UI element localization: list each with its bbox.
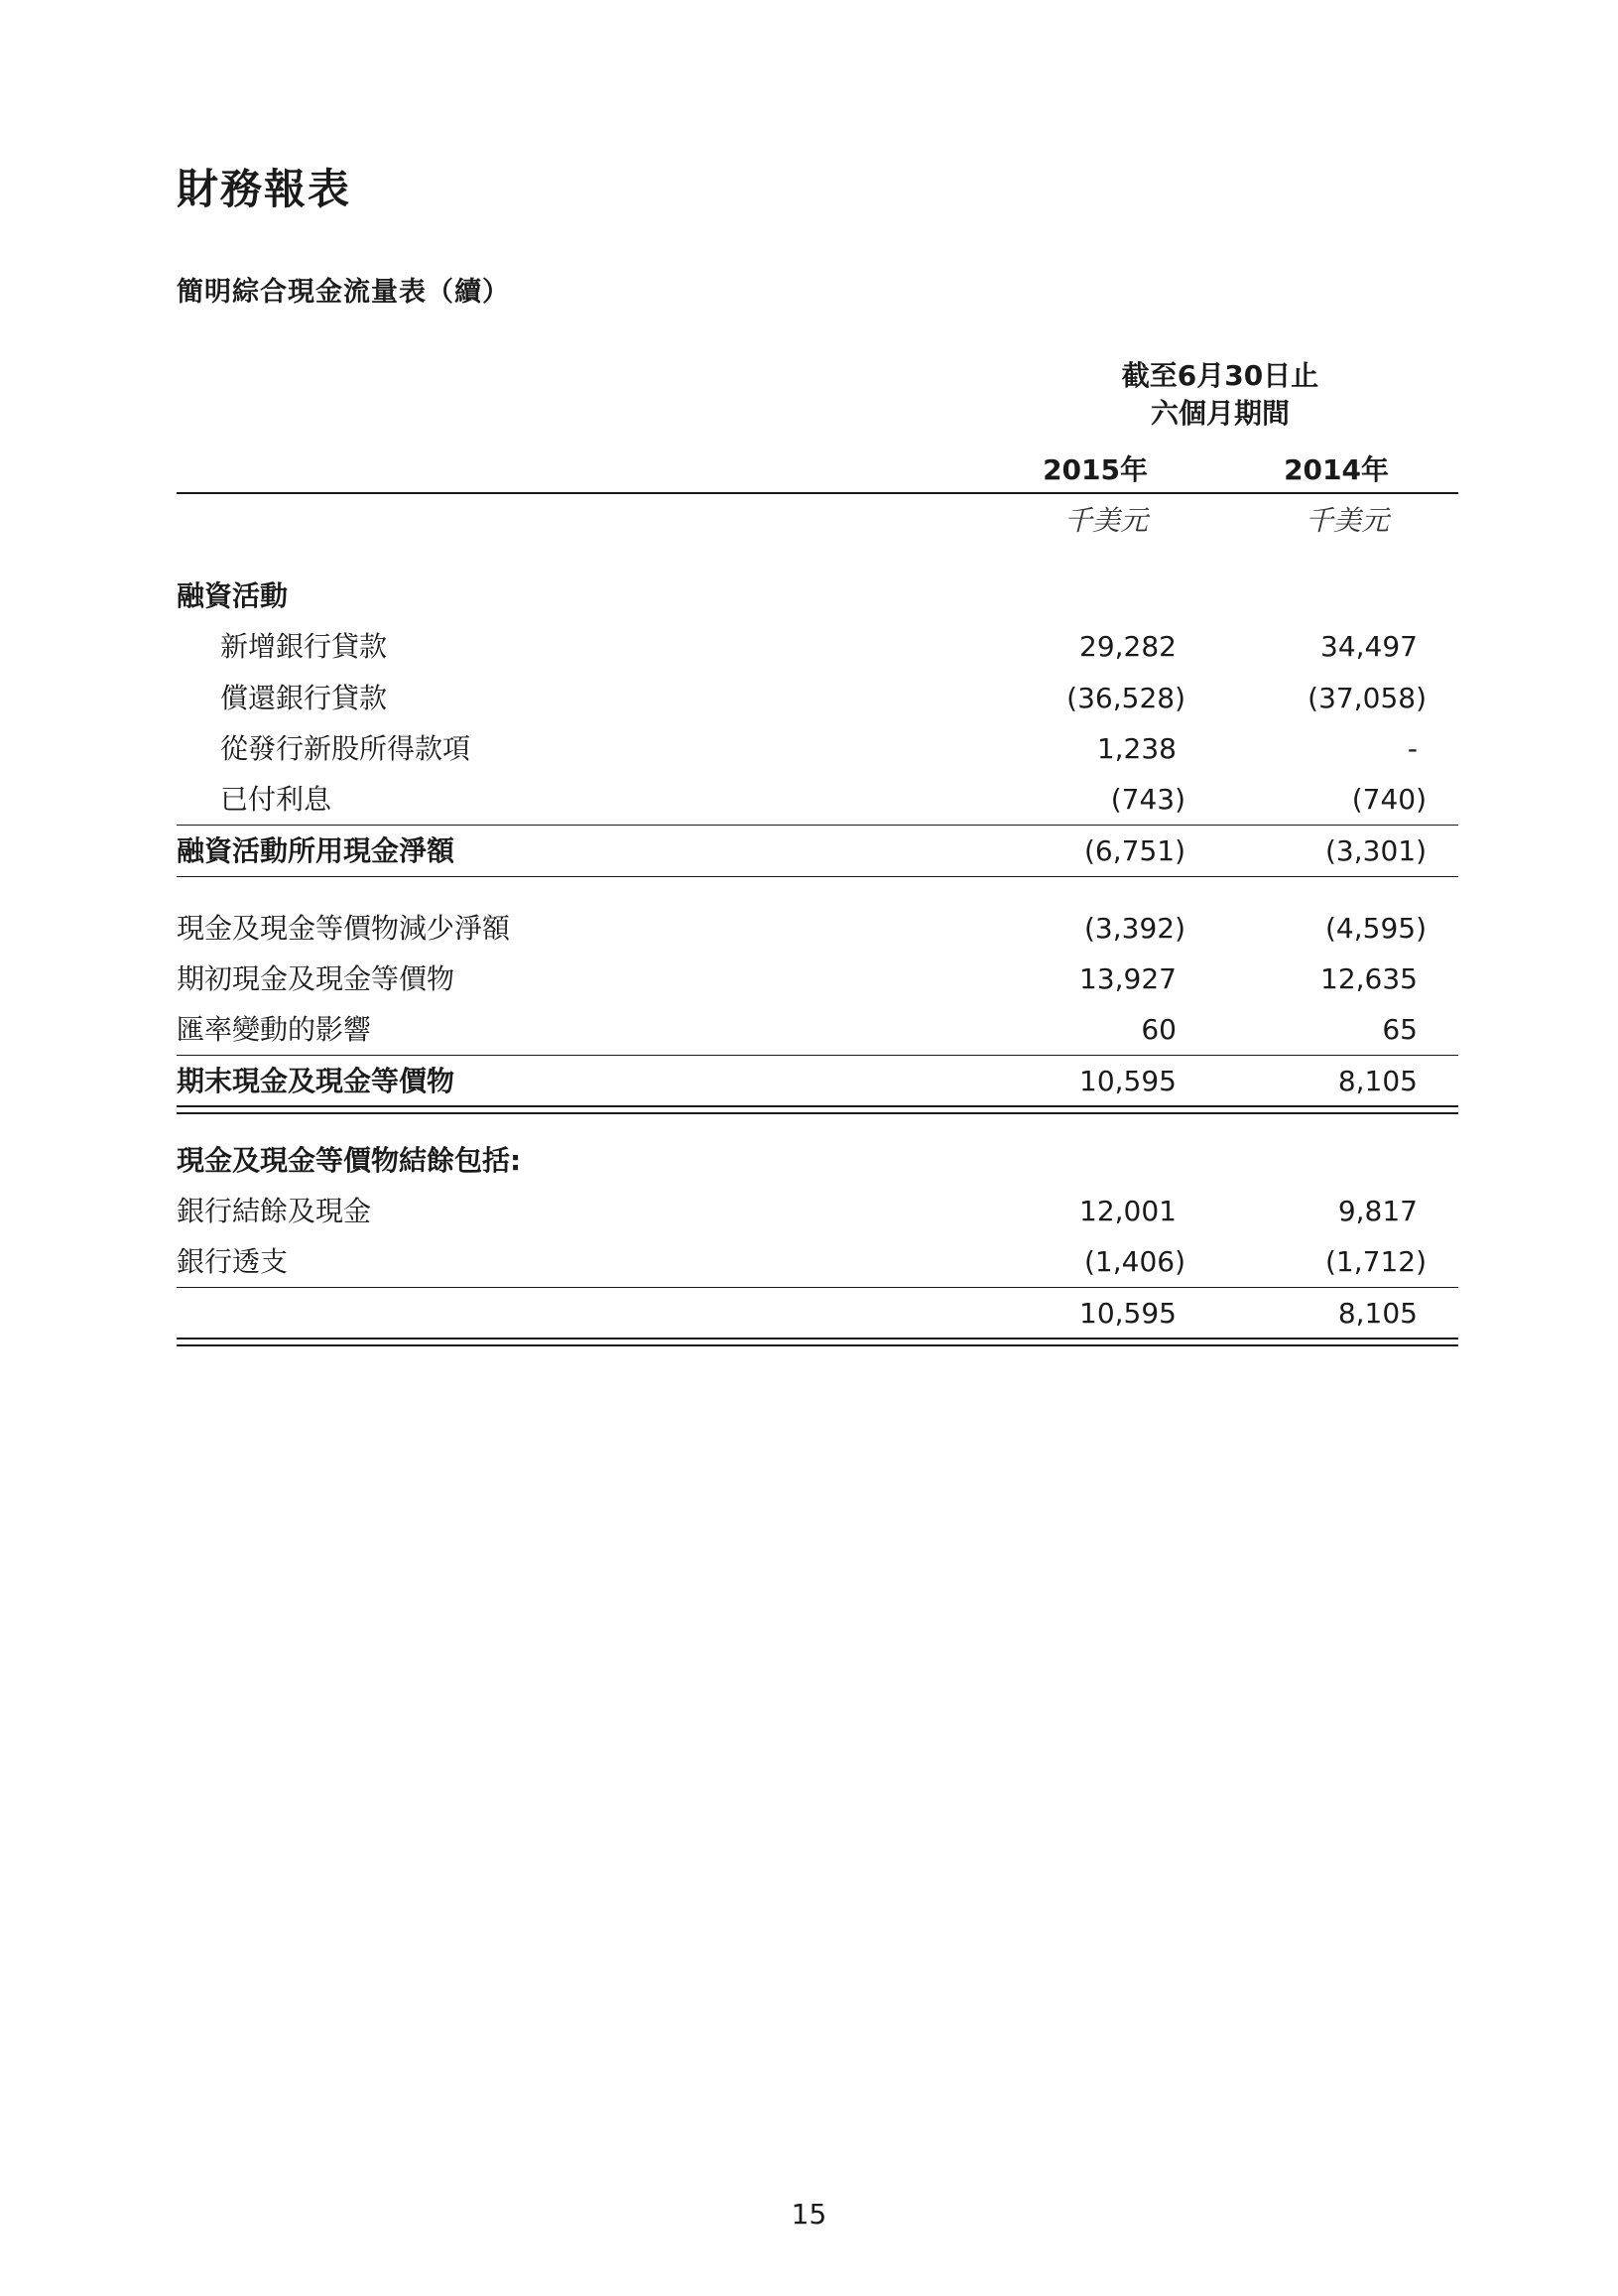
table-row <box>177 775 1458 825</box>
value-2014: (740) <box>1351 783 1427 816</box>
value-2014: (37,058) <box>1307 682 1427 714</box>
value-2014: (3,301) <box>1324 834 1427 867</box>
section-heading-financing <box>177 572 1458 621</box>
value-2015: (743) <box>1110 783 1185 816</box>
subtotal-rule <box>177 1287 1458 1288</box>
value-2014: 8,105 <box>1337 1297 1418 1330</box>
subtotal-rule <box>177 1055 1458 1056</box>
value-2015: (6,751) <box>1083 834 1185 867</box>
row-label: 已付利息 <box>220 783 332 816</box>
value-2015: 10,595 <box>1079 1297 1177 1330</box>
value-2014: - <box>1407 732 1418 765</box>
double-rule <box>177 1105 1458 1114</box>
section-heading-label: 現金及現金等價物結餘包括: <box>177 1144 522 1177</box>
table-row <box>177 1005 1458 1055</box>
value-2015: 12,001 <box>1079 1195 1177 1227</box>
total-row-financing <box>177 827 1458 876</box>
value-2014: 12,635 <box>1320 962 1418 995</box>
value-2014: 8,105 <box>1337 1065 1418 1097</box>
period-header-line2: 六個月期間 <box>1150 397 1290 430</box>
column-year-2015: 2015年 <box>1043 453 1148 486</box>
value-2014: (1,712) <box>1324 1245 1427 1278</box>
row-label: 銀行結餘及現金 <box>177 1195 372 1227</box>
table-row <box>177 674 1458 723</box>
value-2015: 1,238 <box>1096 732 1177 765</box>
header-rule <box>177 492 1458 494</box>
value-2015: 29,282 <box>1079 630 1177 663</box>
double-rule <box>177 1338 1458 1346</box>
value-2014: 65 <box>1382 1013 1418 1046</box>
table-row <box>177 1237 1458 1287</box>
statement-subtitle: 簡明綜合現金流量表（續） <box>177 277 510 308</box>
total-row-closing-cash <box>177 1057 1458 1106</box>
total-rule <box>177 876 1458 877</box>
value-2014: 9,817 <box>1337 1195 1418 1227</box>
table-row <box>177 904 1458 954</box>
column-year-2014: 2014年 <box>1284 453 1389 486</box>
row-label: 從發行新股所得款項 <box>220 732 471 765</box>
period-header-line1: 截至6月30日止 <box>1121 359 1319 392</box>
row-label: 銀行透支 <box>177 1245 289 1278</box>
row-label: 新增銀行貸款 <box>220 630 388 663</box>
table-row <box>177 724 1458 774</box>
section-heading-label: 融資活動 <box>177 579 289 612</box>
value-2015: (1,406) <box>1083 1245 1185 1278</box>
column-unit-2014: 千美元 <box>1305 504 1389 537</box>
table-row <box>177 1187 1458 1236</box>
period-header <box>1071 357 1369 433</box>
column-unit-2015: 千美元 <box>1063 504 1148 537</box>
value-2015: (36,528) <box>1066 682 1185 714</box>
page-number: 15 <box>791 2198 827 2231</box>
value-2014: (4,595) <box>1324 912 1427 945</box>
page-title: 財務報表 <box>177 165 352 213</box>
total-row-balances <box>177 1289 1458 1339</box>
value-2015: (3,392) <box>1083 912 1185 945</box>
row-label: 償還銀行貸款 <box>220 682 388 714</box>
row-label: 匯率變動的影響 <box>177 1013 372 1046</box>
subtotal-rule <box>177 825 1458 826</box>
row-label: 期初現金及現金等價物 <box>177 962 455 995</box>
table-row <box>177 622 1458 672</box>
value-2015: 60 <box>1141 1013 1177 1046</box>
row-label: 期末現金及現金等價物 <box>177 1065 455 1097</box>
row-label: 融資活動所用現金淨額 <box>177 834 455 867</box>
row-label: 現金及現金等價物減少淨額 <box>177 912 511 945</box>
table-row <box>177 955 1458 1004</box>
section-heading-balances <box>177 1136 1458 1186</box>
value-2015: 10,595 <box>1079 1065 1177 1097</box>
value-2014: 34,497 <box>1320 630 1418 663</box>
value-2015: 13,927 <box>1079 962 1177 995</box>
